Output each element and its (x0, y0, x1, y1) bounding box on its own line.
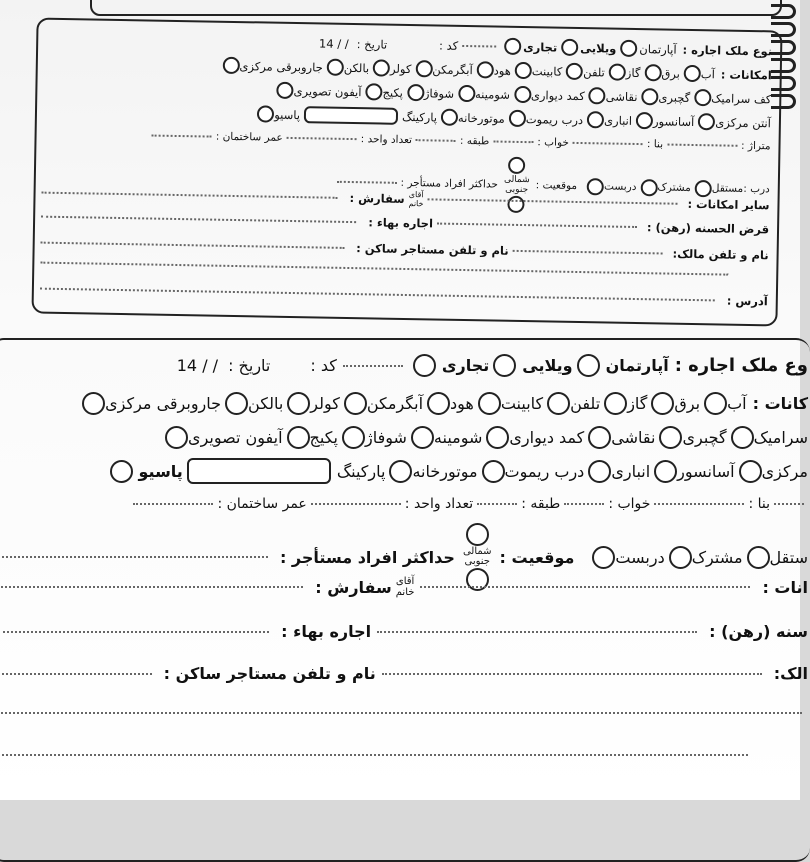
amenity-option[interactable]: درب ریموت (509, 110, 584, 128)
form2-deposit-label: سنه (رهن) : (709, 622, 808, 641)
amenity-option[interactable]: پارکینگ (187, 458, 386, 484)
owner-label: نام و تلفن مالک: (672, 246, 769, 263)
form2-header-row (0, 354, 810, 377)
form2-blank-line-row (0, 712, 810, 714)
amenity-option[interactable]: هود (477, 61, 511, 79)
form2-door-shared[interactable]: مشترک (669, 546, 743, 569)
form2-property-type-label: وع ملک اجاره : (674, 355, 808, 376)
amenity-option[interactable]: برق (644, 64, 680, 82)
amenity-option[interactable]: پاسیو (257, 105, 300, 123)
previous-form-box (90, 0, 782, 16)
location-options: شمالی جنوبی (503, 156, 530, 214)
villa-radio[interactable] (561, 39, 578, 56)
rent-label: اجاره بهاء : (368, 215, 434, 231)
rental-form-1 (31, 18, 782, 327)
amenity-option[interactable]: بالکن (225, 392, 283, 415)
units-label: تعداد واحد : (360, 133, 413, 147)
other-amenities-field[interactable] (428, 198, 678, 204)
form2-built-label: بنا : (748, 496, 770, 512)
amenity-option[interactable]: جاروبرقی مرکزی (222, 57, 323, 76)
max-tenants-label: حداکثر افراد مستأجر : (400, 176, 498, 191)
amenity-option[interactable]: هود (427, 392, 474, 415)
form2-title-options: آقای خانم (395, 576, 415, 598)
form2-door-independent[interactable]: ستقل (747, 546, 808, 569)
form2-other-amenities-field[interactable] (420, 586, 750, 588)
amenity-option[interactable]: شوفاژ (342, 426, 407, 449)
max-tenants-field[interactable] (336, 181, 396, 184)
amenity-option[interactable]: پارکینگ (304, 106, 437, 125)
form2-parking-box[interactable] (187, 458, 331, 484)
bedrooms-label: خواب : (537, 136, 570, 149)
form2-max-tenants-label: حداکثر افراد مستأجر : (279, 547, 455, 567)
built-label: بنا : (646, 138, 664, 151)
amenity-option[interactable]: تلفن (547, 392, 600, 415)
form2-amenities-row-3 (0, 458, 810, 484)
amenity-option[interactable]: کابینت (478, 392, 543, 415)
amenity-option[interactable]: آب (684, 65, 715, 83)
form2-location-options: شمالی جنوبی (463, 522, 492, 592)
code-label: کد : (438, 38, 459, 53)
form2-floor-label: طبقه : (521, 496, 561, 512)
amenities-row-3 (37, 102, 779, 132)
amenities-label: امکانات : (720, 66, 772, 82)
form2-date-label: تاریخ : (228, 356, 271, 375)
amenity-option[interactable]: گاز (604, 392, 647, 415)
north-radio[interactable] (508, 157, 525, 174)
form2-order-label: سفارش : (315, 577, 392, 597)
other-amenities-label: سایر امکانات : (687, 196, 770, 213)
form2-date-value[interactable]: 14 / / (176, 356, 219, 375)
amenity-option[interactable]: درب ریموت (482, 460, 585, 483)
form2-units-label: تعداد واحد : (404, 496, 474, 512)
date-label: تاریخ : (356, 36, 388, 52)
form2-amenities-row-2 (0, 426, 810, 449)
form2-tenant-field[interactable] (0, 673, 152, 675)
amenity-option[interactable]: بالکن (327, 59, 370, 77)
owner-field[interactable] (513, 250, 663, 255)
amenity-option[interactable]: تلفن (566, 63, 605, 81)
door-shared[interactable]: مشترک (640, 179, 691, 197)
form2-other-amenities-row (0, 576, 810, 598)
type-commercial[interactable]: تجاری (504, 38, 557, 56)
amenity-option[interactable]: پاسیو (110, 460, 183, 483)
address-field[interactable] (40, 288, 715, 302)
form2-building-age-label: عمر ساختمان : (217, 496, 307, 512)
amenity-option[interactable]: نقاشی (589, 87, 638, 105)
form2-type-commercial[interactable]: تجاری (413, 354, 489, 377)
amenity-option[interactable]: مرکزی (739, 460, 808, 483)
whole-rent[interactable]: دربست (587, 178, 637, 196)
amenity-option[interactable]: شوفاژ (407, 84, 454, 102)
type-villa[interactable]: ویلایی (561, 39, 616, 57)
amenity-option[interactable]: آب (704, 392, 747, 415)
order-field[interactable] (42, 192, 338, 199)
amenity-option[interactable]: پکیج (365, 83, 403, 101)
door-label: درب : (743, 182, 770, 196)
title-options: آقای خانم (408, 190, 424, 209)
amenity-option[interactable]: شومینه (411, 426, 482, 449)
amenity-option[interactable]: موتورخانه (389, 460, 477, 483)
amenity-option[interactable]: گچبری (659, 426, 726, 449)
area-label: متراژ : (740, 139, 771, 153)
code-field[interactable] (462, 44, 496, 47)
deposit-field[interactable] (437, 223, 637, 228)
blank-line[interactable] (40, 262, 728, 276)
blank-line-row (34, 262, 776, 277)
tenant-label: نام و تلفن مستاجر ساکن : (356, 241, 509, 258)
amenity-option[interactable]: آبگرمکن (344, 392, 423, 415)
form2-order-field[interactable] (0, 586, 303, 588)
form2-owner-row (0, 664, 810, 683)
tenant-field[interactable] (41, 242, 345, 249)
commercial-radio[interactable] (504, 38, 521, 55)
amenity-option[interactable]: آسانسور (636, 112, 695, 130)
form2-address-field[interactable] (0, 754, 748, 756)
form2-code-field[interactable] (343, 365, 403, 367)
amenity-option[interactable]: گاز (609, 64, 641, 82)
property-type-label: نوع ملک اجاره : (682, 42, 773, 58)
amenity-option[interactable]: آبگرمکن (415, 60, 473, 78)
form2-rent-field[interactable] (0, 631, 269, 633)
door-independent[interactable]: مستقل (695, 180, 744, 198)
rent-field[interactable] (41, 216, 356, 224)
deposit-label: قرض الحسنه (رهن) : (646, 220, 770, 237)
amenity-option[interactable]: موتورخانه (441, 109, 505, 127)
amenity-option[interactable]: انباری (587, 111, 632, 129)
amenity-option[interactable]: آیفون تصویری (165, 426, 283, 449)
building-age-label: عمر ساختمان : (215, 130, 283, 144)
owner-row (35, 236, 777, 263)
rental-form-2 (0, 338, 810, 862)
form2-deposit-row (0, 622, 810, 641)
address-row (34, 282, 776, 309)
amenity-option[interactable]: شومینه (458, 85, 510, 103)
form2-blank-line[interactable] (0, 712, 802, 714)
type-apartment[interactable]: آپارتمان (620, 40, 677, 58)
form2-code-label: کد : (310, 356, 337, 375)
form2-tenant-label: نام و تلفن مستاجر ساکن : (163, 664, 376, 683)
form2-amenities-row-1 (0, 392, 810, 415)
parking-box[interactable] (304, 106, 398, 125)
floor-label: طبقه : (459, 134, 490, 148)
form2-bedrooms-label: خواب : (608, 496, 651, 512)
amenity-option[interactable]: برق (651, 392, 700, 415)
amenity-option[interactable]: آنتن مرکزی (698, 113, 771, 131)
form2-amenities-label: کانات : (752, 394, 808, 413)
amenity-option[interactable]: پکیج (287, 426, 338, 449)
apartment-radio[interactable] (620, 40, 637, 57)
form2-rent-label: اجاره بهاء : (281, 622, 372, 641)
amenity-option[interactable]: نقاشی (588, 426, 655, 449)
form2-address-row (0, 754, 810, 756)
address-label: آدرس : (726, 293, 768, 309)
amenity-option[interactable]: گچبری (641, 88, 690, 106)
amenity-option[interactable]: جاروبرقی مرکزی (82, 392, 221, 415)
form2-deposit-field[interactable] (377, 631, 697, 633)
amenity-option[interactable]: کولر (373, 59, 412, 77)
form2-other-amenities-label: انات : (762, 577, 808, 597)
order-label: سفارش : (349, 191, 405, 206)
form2-type-apartment[interactable]: آپارتمان (577, 354, 669, 377)
amenity-option[interactable]: سرامیک (731, 426, 808, 449)
form2-owner-field[interactable] (382, 673, 762, 675)
form2-owner-label: الک: (773, 664, 808, 683)
form2-whole-rent[interactable]: دربست (592, 546, 664, 569)
amenity-option[interactable]: آسانسور (654, 460, 734, 483)
form2-max-tenants-field[interactable] (0, 556, 268, 558)
amenity-option[interactable]: کف سرامیک (694, 89, 771, 107)
location-label: موقعیت : (535, 179, 578, 192)
form2-location-label: موقعیت : (499, 547, 575, 567)
form2-metrics-row (0, 496, 810, 512)
date-value[interactable]: 14 / / (318, 35, 349, 51)
amenity-option[interactable]: آیفون تصویری (276, 82, 361, 100)
amenity-option[interactable]: انباری (588, 460, 650, 483)
amenity-option[interactable]: کابینت (515, 62, 563, 80)
amenity-option[interactable]: کمد دیواری (486, 426, 584, 449)
amenity-option[interactable]: کولر (287, 392, 340, 415)
form2-north-radio[interactable] (466, 523, 489, 546)
form2-type-villa[interactable]: ویلایی (493, 354, 572, 377)
amenity-option[interactable]: کمد دیواری (514, 86, 585, 104)
